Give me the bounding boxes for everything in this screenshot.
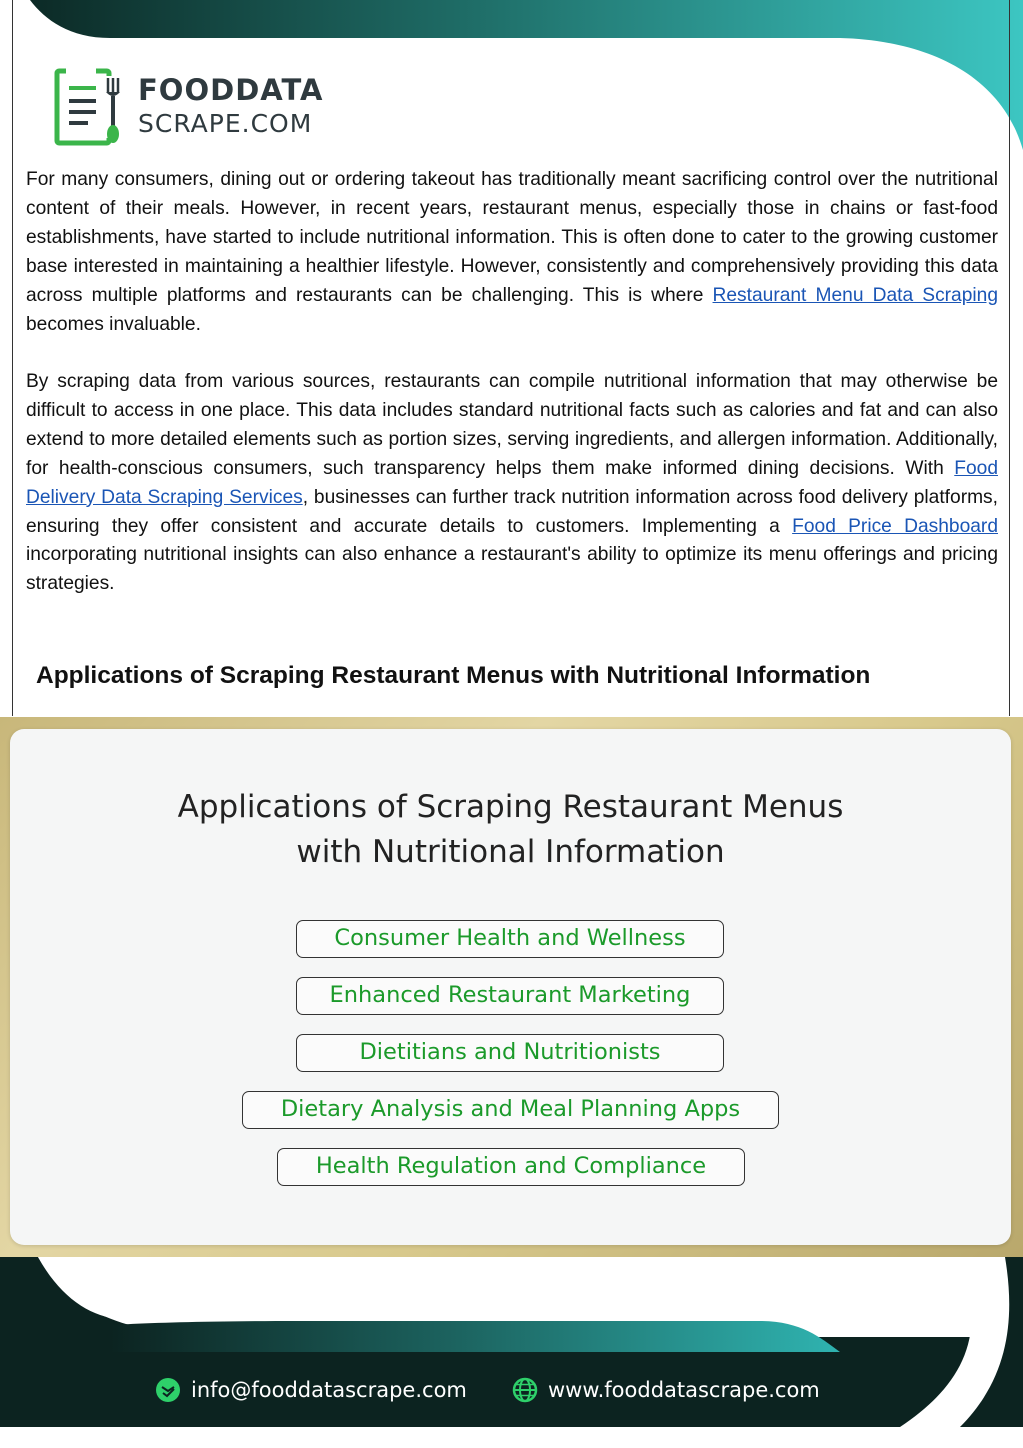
menu-fork-icon — [54, 66, 126, 146]
email-check-icon — [155, 1377, 181, 1403]
logo-wordmark-bottom: SCRAPE.COM — [138, 109, 313, 138]
footer-website-text[interactable]: www.fooddatascrape.com — [548, 1378, 820, 1402]
section-heading: Applications of Scraping Restaurant Menus with Nutritional Information — [36, 662, 871, 689]
food-delivery-scraping-link[interactable]: Food Delivery Data Scraping Services — [26, 457, 998, 508]
application-item: Dietitians and Nutritionists — [296, 1034, 724, 1072]
details-paragraph: By scraping data from various sources, restaurants can compile nutritional information that may otherwise be difficult to access in one place. This data includes standard nutritional facts such as calories and fat and can also extend to more detailed elements such as portion sizes, serving ingredients, and allergen information. Additionally, for health-conscious consumers, such transparency helps them make informed dining decisions. With Food Delivery Data Scraping Services, businesses can further track nutrition information across food delivery platforms, ensuring they offer consistent and accurate details to customers. Implementing a Food Price Dashboard incorporating nutritional insights can also enhance a restaurant's ability to optimize its menu offerings and pricing strategies. — [26, 371, 998, 595]
applications-infographic — [0, 717, 1023, 1257]
intro-paragraph: For many consumers, dining out or ordering takeout has traditionally meant sacrificing control over the nutritional content of their meals. However, in recent years, restaurant menus, especially those in chains or fast-food establishments, have started to include nutritional information. This is often done to cater to the growing customer base interested in maintaining a healthier lifestyle. However, consistently and comprehensively providing this data across multiple platforms and restaurants can be challenging. This is where Restaurant Menu Data Scraping becomes invaluable. — [26, 169, 998, 335]
footer-email[interactable] — [155, 1372, 467, 1408]
food-price-dashboard-link[interactable]: Food Price Dashboard — [792, 515, 998, 537]
infographic-title-line2: with Nutritional Information — [296, 834, 725, 870]
application-item: Health Regulation and Compliance — [277, 1148, 745, 1186]
infographic-title-line1: Applications of Scraping Restaurant Menus — [177, 789, 844, 825]
footer-email-text[interactable]: info@fooddatascrape.com — [191, 1378, 467, 1402]
logo-wordmark-top: FOODDATA — [138, 73, 324, 107]
footer-website[interactable] — [512, 1372, 820, 1408]
globe-icon — [512, 1377, 538, 1403]
infographic-card — [10, 729, 1011, 1245]
restaurant-menu-scraping-link[interactable]: Restaurant Menu Data Scraping — [712, 284, 998, 306]
application-item: Enhanced Restaurant Marketing — [296, 977, 724, 1015]
application-item: Dietary Analysis and Meal Planning Apps — [242, 1091, 779, 1129]
brand-logo — [54, 66, 323, 146]
application-item: Consumer Health and Wellness — [296, 920, 724, 958]
